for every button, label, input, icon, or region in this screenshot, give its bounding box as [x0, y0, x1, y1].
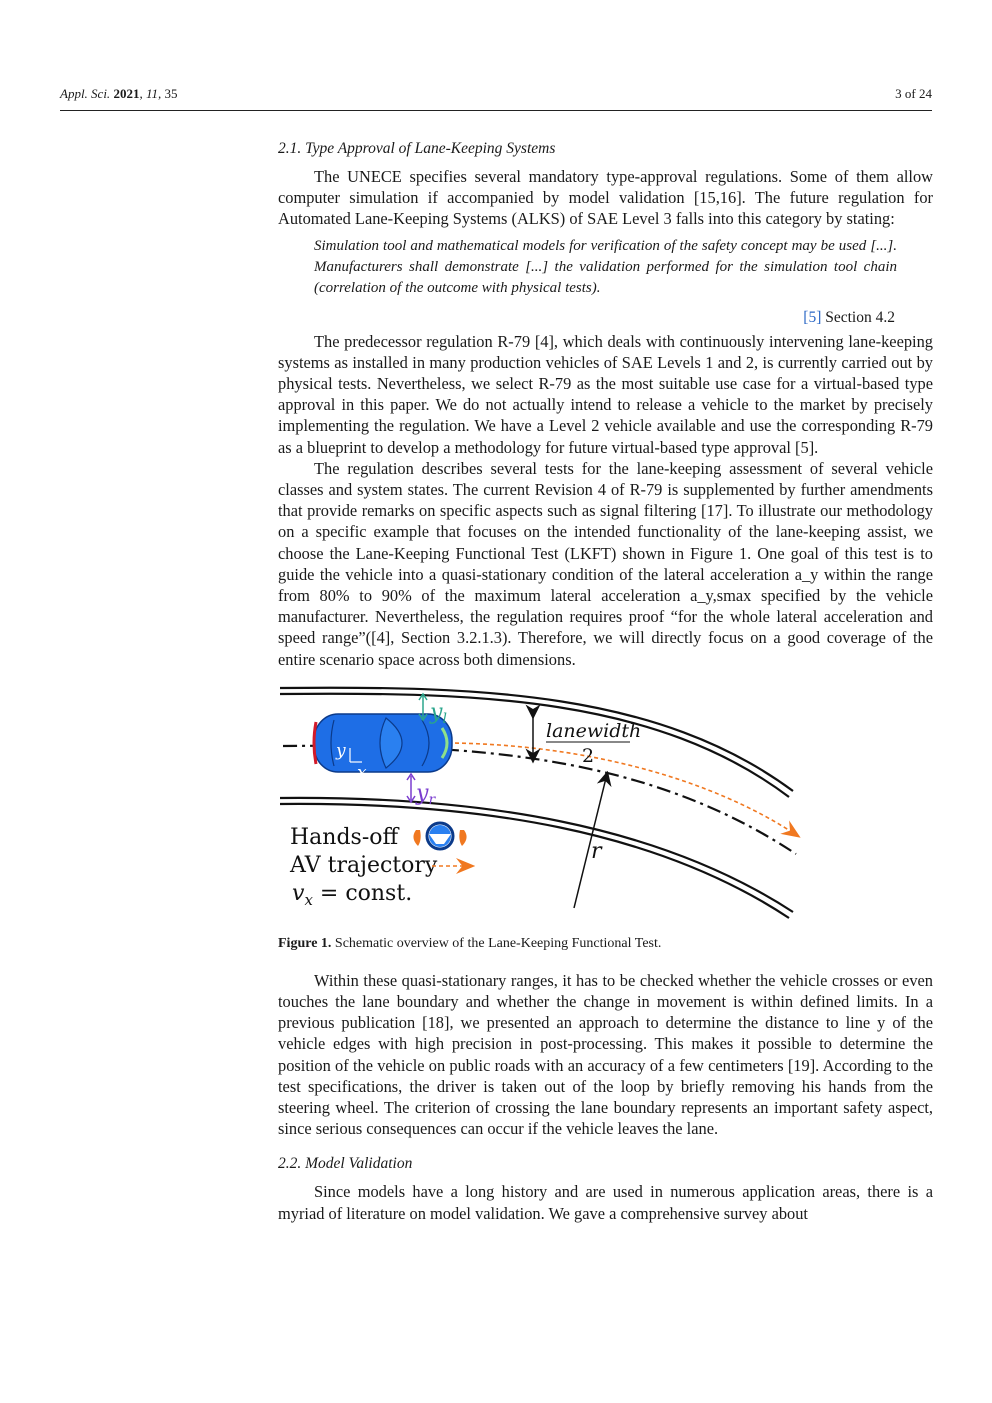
block-quote: Simulation tool and mathematical models for verification of the safety concept may be used [...]. Manufacturers shall demonstrate [...] the validation performed for the simulation tool chain (correlation of the outcome with physical tests).	[314, 237, 897, 296]
paragraph-1: The UNECE specifies several mandatory type-approval regulations. Some of them allow computer simulation if accompanied by model validation [15,16]. The future regulation for Automated Lane-Keeping Systems (ALKS) of SAE Level 3 falls into this category by stating:	[278, 167, 933, 229]
legend-vx: $v_x$ = const.	[292, 880, 413, 909]
section-title-2-1: 2.1. Type Approval of Lane-Keeping Systems	[278, 140, 556, 157]
quote-citation: [5] Section 4.2	[803, 308, 895, 326]
page-header	[60, 86, 932, 106]
main-content	[278, 140, 933, 1224]
paragraph-4: Within these quasi-stationary ranges, it has to be checked whether the vehicle crosses or even touches the lane boundary and whether the change in movement is within defined limits. In a previous publication [18], we presented an approach to determine the distance to line y of the vehicle edges with high precision in post-processing. This makes it possible to determine the position of the vehicle on public roads with an accuracy of a few centimeters [19]. According to the test specifications, the driver is taken out of the loop by briefly removing his hands from the steering wheel. The criterion of crossing the lane boundary represents an important safety aspect, since serious consequences can occur if the vehicle leaves the lane.	[278, 970, 933, 1139]
av-trajectory-line	[448, 743, 798, 836]
legend-av-trajectory: AV trajectory	[290, 852, 438, 878]
axis-y-label: y	[336, 740, 346, 761]
journal-citation: Appl. Sci. 2021, 11, 35	[60, 86, 178, 101]
paragraph-5: Since models have a long history and are used in numerous application areas, there is a myriad of literature on model validation. We gave a comprehensive survey about	[278, 1182, 933, 1223]
steering-wheel-icon	[413, 823, 466, 849]
radius-label: r	[591, 838, 602, 864]
legend-handsoff: Hands-off	[290, 824, 399, 850]
figure-1	[278, 686, 933, 926]
page-number: 3 of 24	[895, 86, 932, 101]
header-rule	[60, 110, 932, 111]
axis-x-label: x	[357, 762, 367, 783]
section-title-2-2: 2.2. Model Validation	[278, 1155, 413, 1173]
lanewidth-label: lanewidth	[546, 719, 642, 742]
lkft-schematic	[278, 686, 933, 926]
ref-link-5[interactable]: [5]	[803, 308, 822, 326]
figure-caption: Figure 1. Schematic overview of the Lane-Keeping Functional Test.	[278, 935, 662, 951]
yl-label: yl	[430, 699, 447, 727]
yr-label: yr	[416, 780, 436, 808]
paragraph-2: The predecessor regulation R-79 [4], which deals with continuously intervening lane-keeping systems as installed in many production vehicles of SAE Levels 1 and 2, is currently carried out by physical tests. Nevertheless, we select R-79 as the most suitable use case for a virtual-based type approval in this paper. We do not actually intend to release a vehicle to the market by precisely implementing the regulation. We have a Level 2 vehicle available and use the corresponding R-79 as a blueprint to develop a methodology for future virtual-based type approval [5].	[278, 331, 933, 457]
paragraph-3: The regulation describes several tests for the lane-keeping assessment of several vehicle classes and system states. The current Revision 4 of R-79 is supplemented by further amendments that provide remarks on specific aspects such as signal filtering [17]. To illustrate our methodology on a specific example that focuses on the intended functionality of the lane-keeping assist, we choose the Lane-Keeping Functional Test (LKFT) shown in Figure 1. One goal of this test is to guide the vehicle into a quasi-stationary condition of the lateral acceleration a_y within the range from 80% to 90% of the maximum lateral acceleration a_y,smax specified by the vehicle manufacturer. Nevertheless, the regulation requires proof “for the whole lateral acceleration and speed range”([4], Section 3.2.1.3). Therefore, we will directly focus on a good coverage of the entire scenario space across both dimensions.	[278, 458, 933, 669]
lanewidth-denominator: 2	[582, 744, 595, 767]
